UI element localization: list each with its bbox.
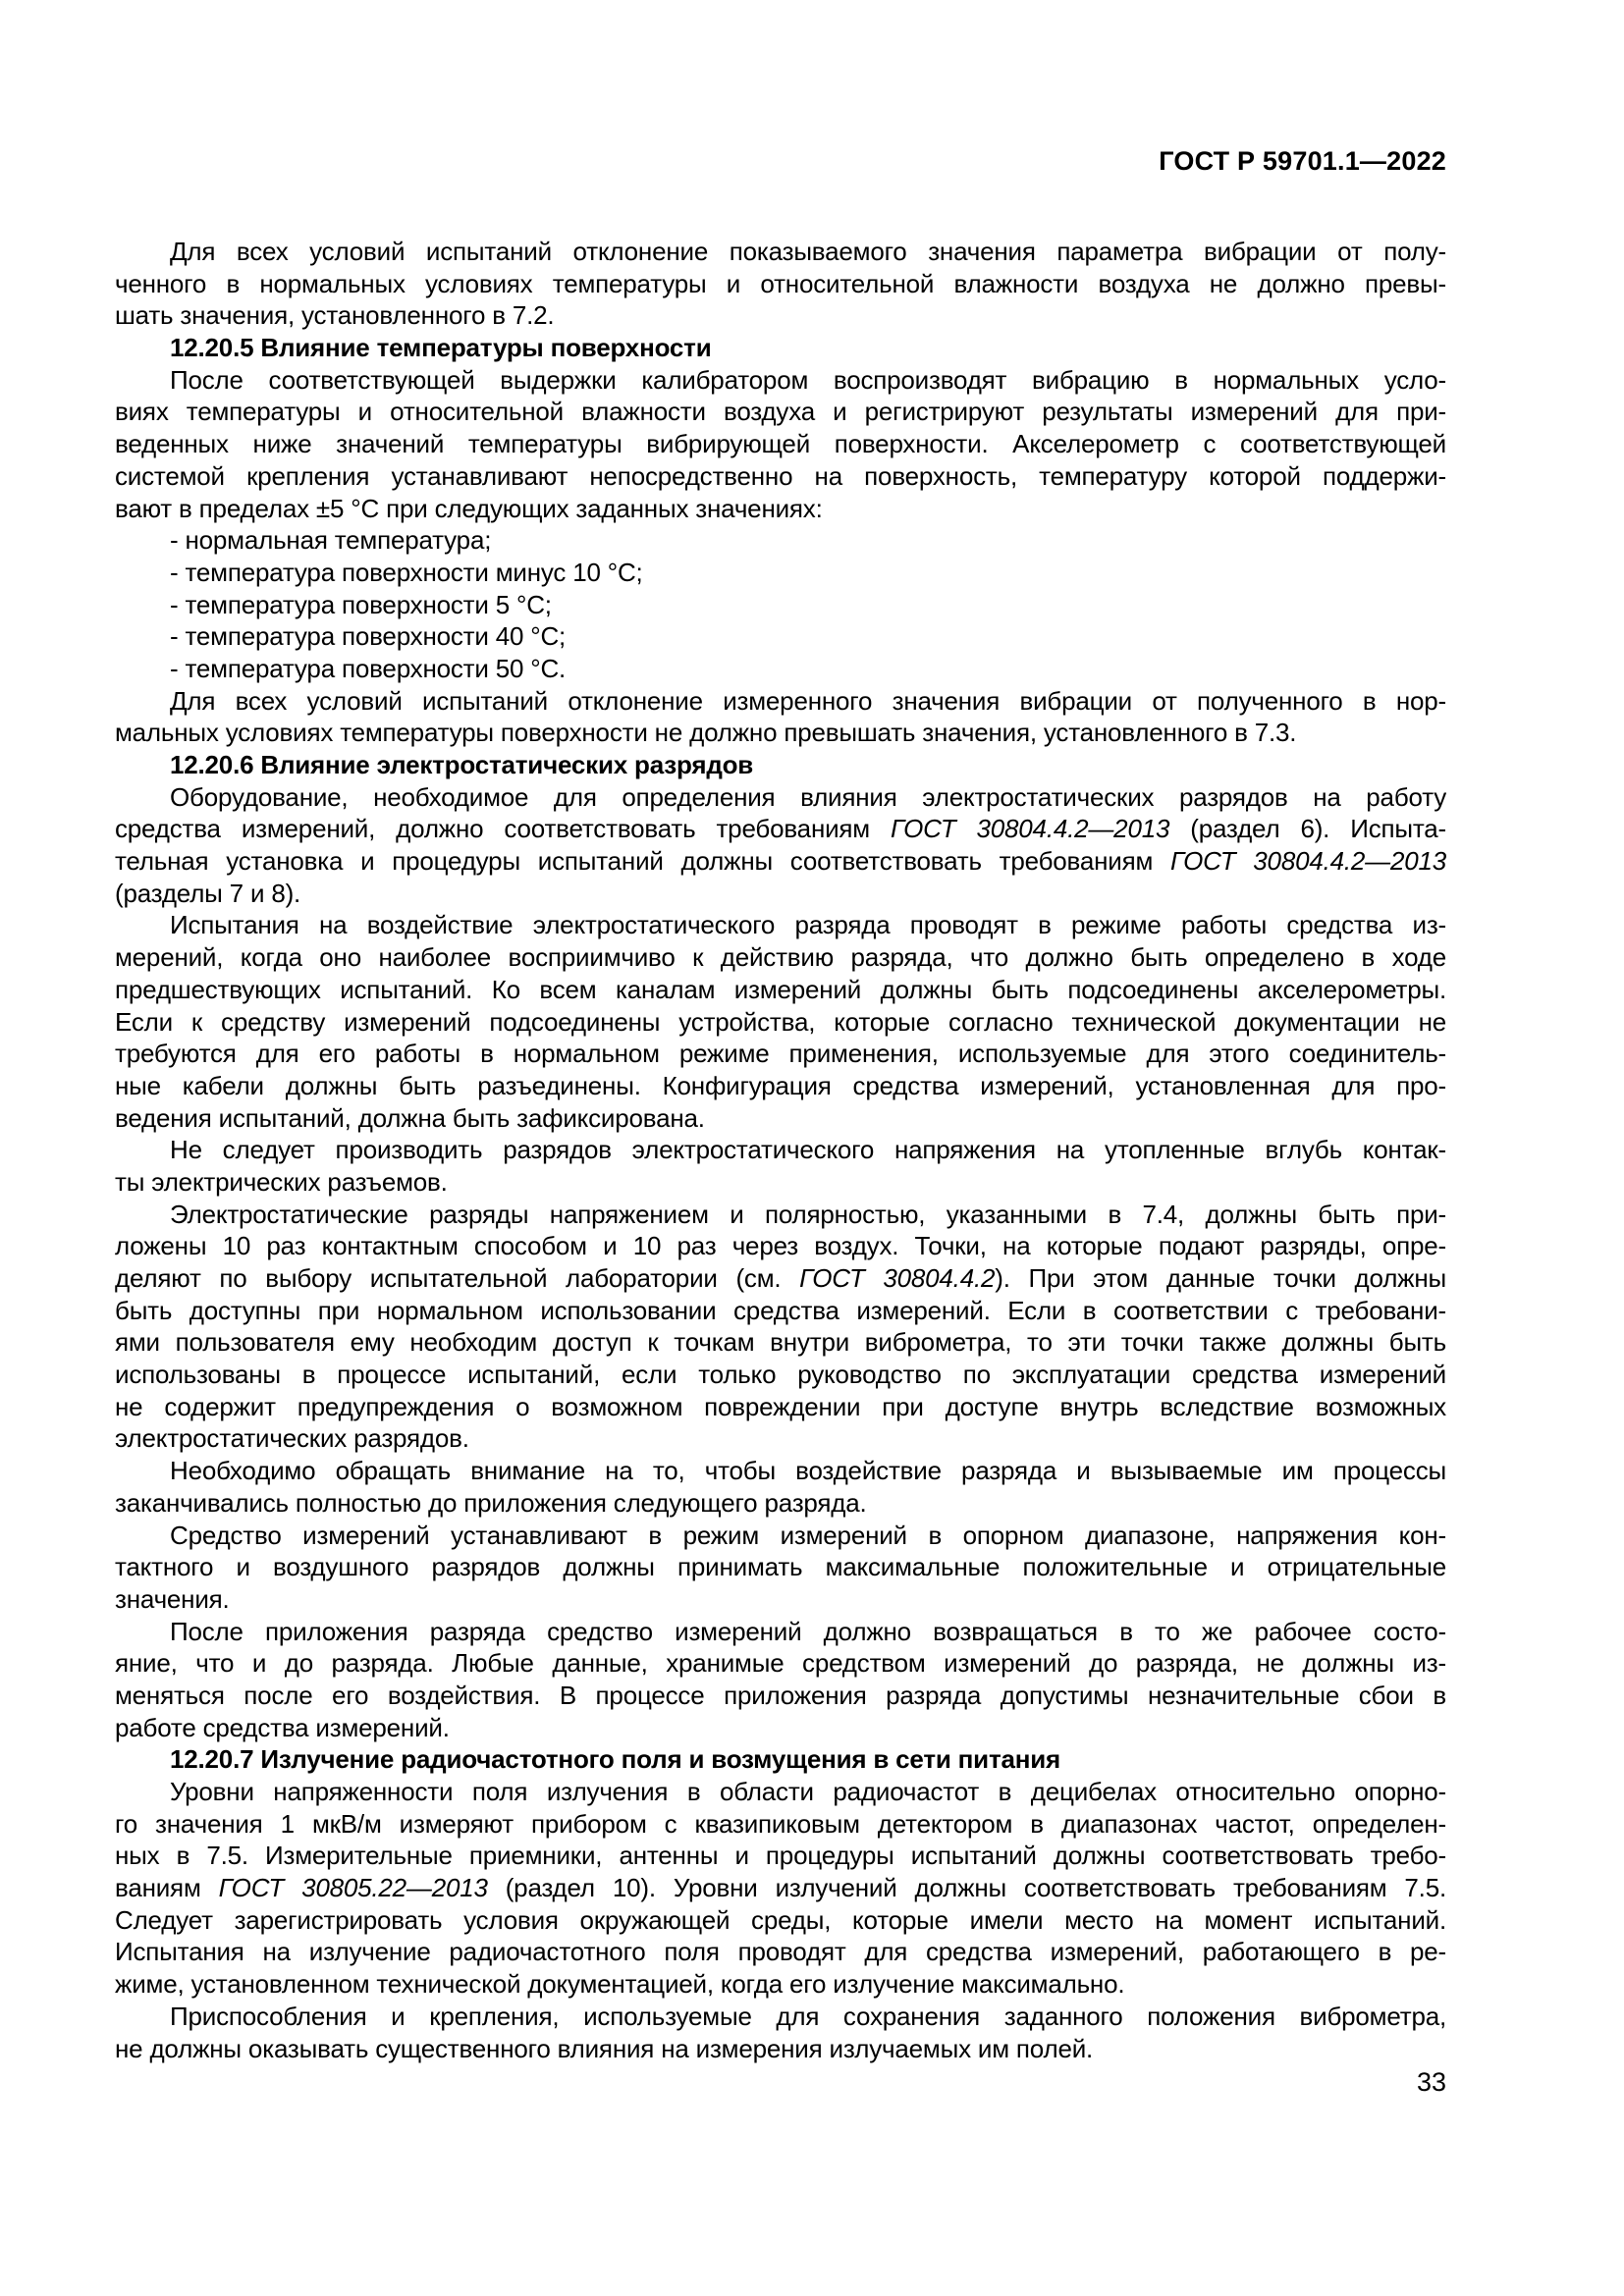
paragraph: [115, 1134, 1446, 1198]
text-line: го значения 1 мкВ/м измеряют прибором с квазипиковым детектором в диапазонах частот, определен-: [115, 1808, 1446, 1839]
section-heading: [115, 1743, 1446, 1776]
paragraph: [115, 2001, 1446, 2064]
text-line: ложены 10 раз контактным способом и 10 раз через воздух. Точки, на которые подают разряды, опре-: [115, 1231, 1446, 1261]
text-line: Испытания на излучение радиочастотного поля проводят для средства измерений, работающего в ре-: [115, 1937, 1446, 1967]
text-line: ведения испытаний, должна быть зафиксирована.: [115, 1102, 705, 1133]
text-line: Необходимо обращать внимание на то, чтобы воздействие разряда и вызываемые им процессы: [170, 1456, 1446, 1486]
text-line: После приложения разряда средство измерений должно возвращаться в то же рабочее состо-: [170, 1616, 1446, 1646]
page-number: 33: [1416, 2067, 1446, 2097]
list-item: [115, 524, 1446, 557]
paragraph: [115, 364, 1446, 524]
text-line: быть доступны при нормальном использовании средства измерений. Если в соответствии с требовани-: [115, 1295, 1446, 1325]
text-line: Следует зарегистрировать условия окружающей среды, которые имели место на момент испытаний.: [115, 1904, 1446, 1935]
paragraph: [115, 1455, 1446, 1519]
text-line: меняться после его воздействия. В процессе приложения разряда допустимы незначительные сбои в: [115, 1680, 1446, 1710]
list-item: [115, 653, 1446, 685]
text-line: 12.20.5 Влияние температуры поверхности: [170, 333, 712, 363]
text-line: веденных ниже значений температуры вибрирующей поверхности. Акселерометр с соответствующей: [115, 429, 1446, 459]
text-line: электростатических разрядов.: [115, 1423, 469, 1454]
text-line: Испытания на воздействие электростатического разряда проводят в режиме работы средства из-: [170, 910, 1446, 940]
paragraph: [115, 909, 1446, 1134]
text-line: Уровни напряженности поля излучения в области радиочастот в децибелах относительно опорно-: [170, 1777, 1446, 1806]
text-line: Не следует производить разрядов электростатического напряжения на утопленные вглубь контак-: [170, 1135, 1446, 1165]
text-line: яние, что и до разряда. Любые данные, хранимые средством измерений до разряда, не должны из-: [115, 1648, 1446, 1679]
text-line: Для всех условий испытаний отклонение измеренного значения вибрации от полученного в нор-: [170, 685, 1446, 716]
text-line: деляют по выбору испытательной лаборатории (см. ГОСТ 30804.4.2). При этом данные точки должны: [115, 1263, 1446, 1293]
text-line: требуются для его работы в нормальном режиме применения, используемые для этого соединитель-: [115, 1039, 1446, 1069]
section-heading: [115, 749, 1446, 781]
paragraph: [115, 1616, 1446, 1744]
text-line: Приспособления и крепления, используемые для сохранения заданного положения виброметра,: [170, 2001, 1446, 2031]
text-line: не содержит предупреждения о возможном повреждении при доступе внутрь вследствие возможных: [115, 1391, 1446, 1421]
text-line: мерений, когда оно наиболее восприимчиво к действию разряда, что должно быть определено в ходе: [115, 942, 1446, 973]
text-line: средства измерений, должно соответствовать требованиям ГОСТ 30804.4.2—2013 (раздел 6). Испыта-: [115, 814, 1446, 844]
text-line: тельная установка и процедуры испытаний должны соответствовать требованиям ГОСТ 30804.4.2—2013: [115, 846, 1446, 877]
paragraph: [115, 1520, 1446, 1616]
text-line: 12.20.7 Излучение радиочастотного поля и возмущения в сети питания: [170, 1744, 1061, 1775]
list-item: [115, 620, 1446, 653]
paragraph: [115, 685, 1446, 749]
text-line: ных в 7.5. Измерительные приемники, антенны и процедуры испытаний должны соответствовать требо-: [115, 1841, 1446, 1871]
text-line: значения.: [115, 1583, 230, 1614]
document-number: ГОСТ Р 59701.1—2022: [1159, 146, 1446, 176]
text-line: тактного и воздушного разрядов должны принимать максимальные положительные и отрицательные: [115, 1552, 1446, 1582]
text-line: виях температуры и относительной влажности воздуха и регистрируют результаты измерений для при-: [115, 397, 1446, 427]
text-line: - температура поверхности минус 10 °С;: [170, 557, 643, 587]
paragraph: [115, 781, 1446, 910]
text-line: 12.20.6 Влияние электростатических разрядов: [170, 750, 754, 779]
text-line: ваниям ГОСТ 30805.22—2013 (раздел 10). Уровни излучений должны соответствовать требованиям 7.5.: [115, 1873, 1446, 1903]
text-line: использованы в процессе испытаний, если только руководство по эксплуатации средства измерений: [115, 1360, 1446, 1390]
list-item: [115, 557, 1446, 589]
text-line: мальных условиях температуры поверхности не должно превышать значения, установленного в 7.3.: [115, 718, 1297, 748]
text-line: Если к средству измерений подсоединены устройства, которые согласно технической документации не: [115, 1006, 1446, 1037]
paragraph: [115, 236, 1446, 332]
text-line: - нормальная температура;: [170, 525, 492, 556]
text-line: ченного в нормальных условиях температуры и относительной влажности воздуха не должно превы-: [115, 268, 1446, 298]
text-line: Электростатические разряды напряжением и полярностью, указанными в 7.4, должны быть при-: [170, 1199, 1446, 1229]
text-line: заканчивались полностью до приложения следующего разряда.: [115, 1487, 867, 1518]
text-line: предшествующих испытаний. Ко всем каналам измерений должны быть подсоединены акселерометры.: [115, 974, 1446, 1004]
text-line: работе средства измерений.: [115, 1712, 450, 1742]
text-line: Оборудование, необходимое для определения влияния электростатических разрядов на работу: [170, 781, 1446, 812]
text-line: системой крепления устанавливают непосредственно на поверхность, температуру которой поддержи-: [115, 460, 1446, 491]
text-line: - температура поверхности 50 °С.: [170, 653, 567, 683]
text-line: Для всех условий испытаний отклонение показываемого значения параметра вибрации от полу-: [170, 237, 1446, 266]
text-line: Средство измерений устанавливают в режим измерений в опорном диапазоне, напряжения кон-: [170, 1520, 1446, 1550]
text-line: ты электрических разъемов.: [115, 1166, 448, 1197]
text-line: не должны оказывать существенного влияния на измерения излучаемых им полей.: [115, 2033, 1094, 2063]
text-line: ные кабели должны быть разъединены. Конфигурация средства измерений, установленная для про-: [115, 1070, 1446, 1100]
text-line: вают в пределах ±5 °С при следующих заданных значениях:: [115, 493, 823, 523]
paragraph: [115, 1199, 1446, 1456]
text-line: жиме, установленном технической документацией, когда его излучение максимально.: [115, 1969, 1125, 2000]
text-line: После соответствующей выдержки калибратором воспроизводят вибрацию в нормальных усло-: [170, 364, 1446, 395]
text-line: - температура поверхности 40 °С;: [170, 621, 567, 652]
text-line: ями пользователя ему необходим доступ к точкам внутри виброметра, то эти точки также должны быть: [115, 1327, 1446, 1358]
document-body: [115, 236, 1446, 2064]
text-line: (разделы 7 и 8).: [115, 878, 301, 908]
text-line: - температура поверхности 5 °С;: [170, 589, 552, 619]
list-item: [115, 589, 1446, 621]
paragraph: [115, 1776, 1446, 2001]
section-heading: [115, 332, 1446, 364]
text-line: шать значения, установленного в 7.2.: [115, 300, 555, 331]
